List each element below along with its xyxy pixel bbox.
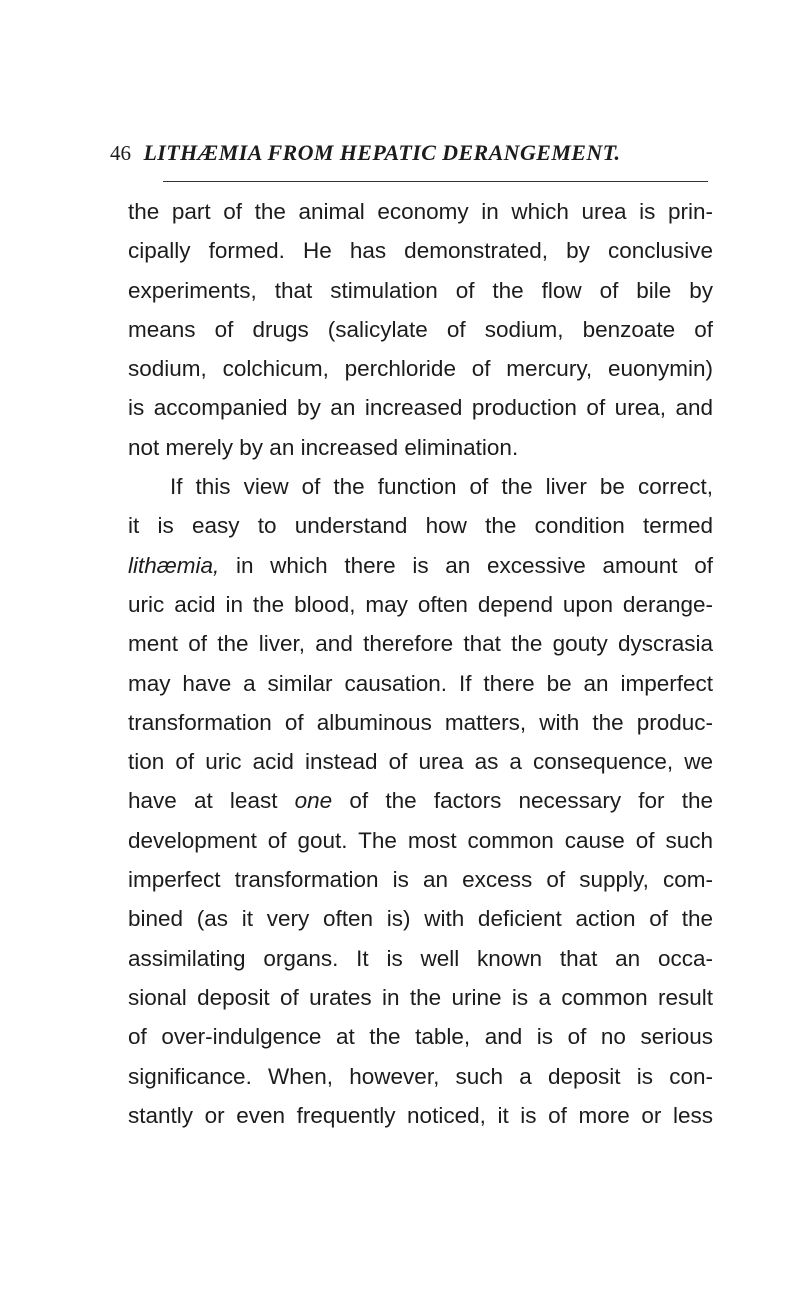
text-line: may have a similar causation. If there be an imperfect bbox=[128, 670, 713, 696]
header-rule bbox=[163, 181, 708, 182]
text-line bbox=[128, 546, 713, 585]
text-line: significance. When, however, such a deposit is con- bbox=[128, 1063, 713, 1089]
text-line: of over-indulgence at the table, and is of no serious bbox=[128, 1024, 713, 1050]
text-line: transformation of albuminous matters, with the produc- bbox=[128, 709, 713, 735]
line-end: of the factors necessary for the bbox=[332, 788, 713, 814]
text-line: If this view of the function of the liver be correct, bbox=[170, 474, 713, 500]
paragraph-2 bbox=[128, 467, 713, 1135]
text-line: it is easy to understand how the condition termed bbox=[128, 513, 713, 539]
page-number: 46 bbox=[110, 141, 131, 165]
text-line: means of drugs (salicylate of sodium, benzoate of bbox=[128, 316, 713, 342]
text-line: uric acid in the blood, may often depend upon derange- bbox=[128, 591, 713, 617]
text-line: sodium, colchicum, perchloride of mercury, euonymin) bbox=[128, 356, 713, 382]
line-start: have at least bbox=[128, 788, 295, 814]
text-line: assimilating organs. It is well known that an occa- bbox=[128, 945, 713, 971]
text-line: development of gout. The most common cause of such bbox=[128, 827, 713, 853]
text-line: imperfect transformation is an excess of supply, com- bbox=[128, 867, 713, 893]
text-line: sional deposit of urates in the urine is a common result bbox=[128, 984, 713, 1010]
paragraph-1 bbox=[128, 192, 713, 467]
italic-emphasis: one bbox=[294, 788, 333, 814]
italic-term: lithæmia, bbox=[128, 552, 220, 578]
text-line: stantly or even frequently noticed, it is of more or less bbox=[128, 1102, 713, 1128]
running-title: LITHÆMIA FROM HEPATIC DERANGEMENT. bbox=[143, 140, 621, 165]
text-line: tion of uric acid instead of urea as a consequence, we bbox=[128, 749, 713, 775]
text-line: ment of the liver, and therefore that the gouty dyscrasia bbox=[128, 631, 713, 657]
text-line: bined (as it very often is) with deficient action of the bbox=[128, 906, 713, 932]
text-line: the part of the animal economy in which urea is prin- bbox=[128, 199, 713, 224]
text-line: experiments, that stimulation of the flow of bile by bbox=[128, 277, 713, 303]
running-head bbox=[110, 140, 710, 170]
text-line: not merely by an increased elimination. bbox=[128, 434, 519, 460]
text-line: cipally formed. He has demonstrated, by conclusive bbox=[128, 238, 713, 264]
text-line bbox=[128, 781, 713, 820]
line-remainder: in which there is an excessive amount of bbox=[219, 552, 713, 578]
text-line: is accompanied by an increased production of urea, and bbox=[128, 395, 713, 421]
body-text bbox=[128, 192, 713, 1135]
